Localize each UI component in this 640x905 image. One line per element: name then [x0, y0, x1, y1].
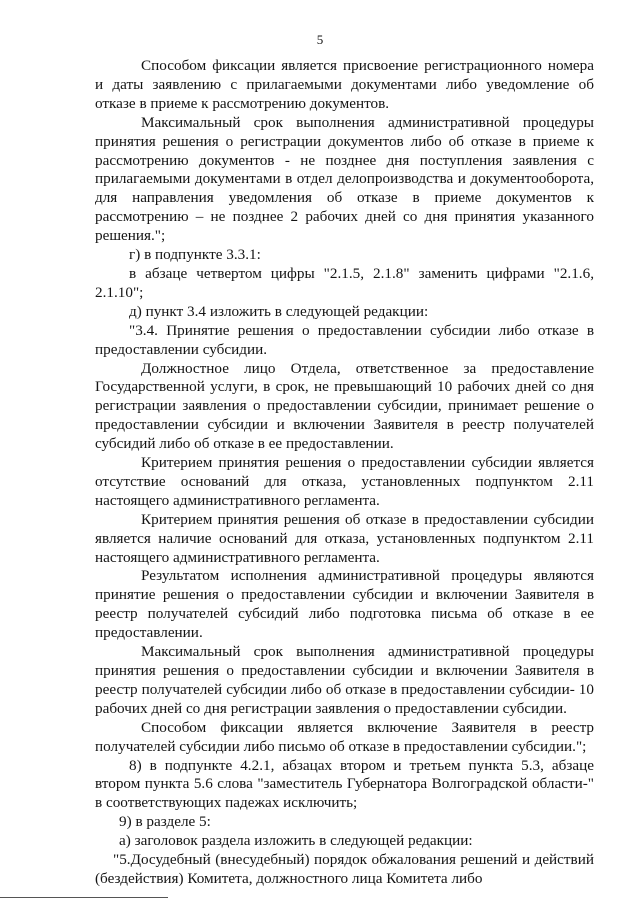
- paragraph: Максимальный срок выполнения административной процедуры принятия решения о регистрации документов либо об отказе в приеме к рассмотрению документов - не позднее дня поступления заявления с прилагаемыми документами в отдел делопроизводства и документооборота, для направления уведомления об отказе в приеме документов к рассмотрению – не позднее 2 рабочих дней со дня принятия указанного решения.";: [95, 113, 594, 245]
- paragraph: Критерием принятия решения о предоставлении субсидии является отсутствие оснований для отказа, установленных подпунктом 2.11 настоящего административного регламента.: [95, 454, 594, 509]
- paragraph: Результатом исполнения административной процедуры являются принятие решения о предоставлении субсидии и включении Заявителя в реестр получателей субсидий либо подготовка письма об отказе в ее предоставлении.: [95, 567, 594, 642]
- paragraph: в абзаце четвертом цифры "2.1.5, 2.1.8" заменить цифрами "2.1.6, 2.1.10";: [95, 264, 594, 301]
- paragraph: Критерием принятия решения об отказе в предоставлении субсидии является наличие оснований для отказа, установленных подпунктом 2.11 настоящего административного регламента.: [95, 510, 594, 566]
- document-body: [95, 57, 594, 889]
- paragraph: "3.4. Принятие решения о предоставлении субсидии либо отказе в предоставлении субсидии.: [95, 321, 594, 358]
- paragraph: 9) в разделе 5:: [119, 813, 211, 831]
- paragraph: г) в подпункте 3.3.1:: [129, 246, 261, 264]
- paragraph: Должностное лицо Отдела, ответственное за предоставление Государственной услуги, в срок, не превышающий 10 рабочих дней со дня регистрации заявления о предоставлении субсидии, принимает решение о предоставлении субсидии и включении Заявителя в реестр получателей субсидий либо об отказе в ее предоставлении.: [95, 359, 594, 453]
- paragraph: Способом фиксации является включение Заявителя в реестр получателей субсидии либо письмо об отказе в предоставлении субсидии.";: [95, 718, 594, 755]
- page-number: 5: [316, 32, 324, 47]
- paragraph: д) пункт 3.4 изложить в следующей редакции:: [129, 302, 429, 320]
- paragraph: 8) в подпункте 4.2.1, абзацах втором и третьем пункта 5.3, абзаце втором пункта 5.6 слова "заместитель Губернатора Волгоградской области-" в соответствующих падежах исключить;: [95, 756, 594, 812]
- paragraph: Способом фиксации является присвоение регистрационного номера и даты заявлению с прилагаемыми документами либо уведомление об отказе в приеме к рассмотрению документов.: [95, 57, 594, 112]
- paragraph: "5.Досудебный (внесудебный) порядок обжалования решений и действий (бездействия) Комитета, должностного лица Комитета либо: [95, 851, 594, 887]
- paragraph: Максимальный срок выполнения административной процедуры принятия решения о предоставлении субсидии и включении Заявителя в реестр получателей субсидии либо об отказе в предоставлении субсидии- 10 рабочих дней со дня регистрации заявления о предоставлении субсидии.: [95, 643, 594, 717]
- paragraph: а) заголовок раздела изложить в следующей редакции:: [119, 832, 473, 850]
- footnote-divider: [0, 897, 168, 898]
